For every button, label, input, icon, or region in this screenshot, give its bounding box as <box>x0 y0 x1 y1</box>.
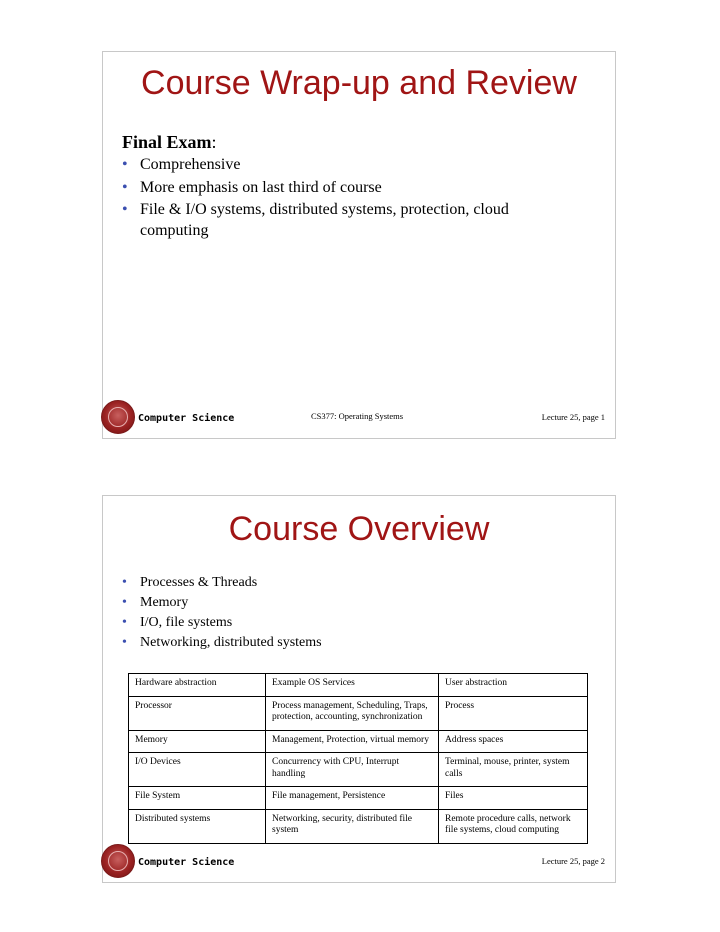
bullet-item <box>122 178 562 199</box>
os-services-table <box>128 673 588 844</box>
bullet-icon: • <box>122 575 127 590</box>
table-cell: Process <box>439 696 588 730</box>
university-seal-icon <box>101 844 135 878</box>
table-cell: User abstraction <box>439 674 588 697</box>
bullet-text: Networking, distributed systems <box>140 635 322 650</box>
final-exam-heading <box>122 132 217 153</box>
table-cell: I/O Devices <box>129 753 266 787</box>
bullet-icon: • <box>122 201 128 218</box>
bullet-item <box>122 614 562 631</box>
table-cell: Management, Protection, virtual memory <box>266 730 439 753</box>
course-label: CS377: Operating Systems <box>311 411 404 421</box>
bullet-icon: • <box>122 156 128 173</box>
table-cell: Example OS Services <box>266 674 439 697</box>
bullet-text: Comprehensive <box>140 156 241 173</box>
table-row <box>129 809 588 843</box>
table-row <box>129 787 588 810</box>
department-label: Computer Science <box>138 857 235 868</box>
table-row <box>129 674 588 697</box>
bullet-item <box>122 155 562 176</box>
bullet-icon: • <box>122 595 127 610</box>
slide-title: Course Overview <box>228 510 490 548</box>
department-label: Computer Science <box>138 413 235 424</box>
page-number: Lecture 25, page 2 <box>541 856 605 866</box>
table-cell: Concurrency with CPU, Interrupt handling <box>266 753 439 787</box>
heading-bold: Final Exam <box>122 132 212 152</box>
table-row <box>129 753 588 787</box>
slide-footer <box>103 842 615 882</box>
table-cell: Terminal, mouse, printer, system calls <box>439 753 588 787</box>
bullet-text: More emphasis on last third of course <box>140 178 382 196</box>
bullet-list <box>122 155 562 243</box>
table-cell: Networking, security, distributed file system <box>266 809 439 843</box>
bullet-icon: • <box>122 615 127 630</box>
bullet-item <box>122 574 562 591</box>
university-seal-icon <box>101 400 135 434</box>
bullet-icon: • <box>122 178 128 196</box>
slide-title: Course Wrap-up and Review <box>141 64 577 102</box>
table-cell: File System <box>129 787 266 810</box>
table-row <box>129 696 588 730</box>
bullet-item <box>122 200 562 241</box>
bullet-text: File & I/O systems, distributed systems, protection, cloud computing <box>140 201 509 239</box>
slide-1 <box>102 51 616 439</box>
bullet-list <box>122 574 562 654</box>
table-cell: Hardware abstraction <box>129 674 266 697</box>
table-cell: Files <box>439 787 588 810</box>
table-cell: Processor <box>129 696 266 730</box>
bullet-text: I/O, file systems <box>140 615 233 630</box>
bullet-item <box>122 594 562 611</box>
bullet-item <box>122 634 562 651</box>
bullet-text: Memory <box>140 595 189 610</box>
bullet-text: Processes & Threads <box>140 575 258 590</box>
bullet-icon: • <box>122 635 127 650</box>
heading-colon: : <box>211 132 217 152</box>
slide-footer <box>103 398 615 438</box>
table-cell: Address spaces <box>439 730 588 753</box>
table-cell: Process management, Scheduling, Traps, protection, accounting, synchronization <box>266 696 439 730</box>
table-row <box>129 730 588 753</box>
table-cell: Memory <box>129 730 266 753</box>
table-cell: File management, Persistence <box>266 787 439 810</box>
page-number: Lecture 25, page 1 <box>541 412 605 422</box>
slide-2 <box>102 495 616 883</box>
table-cell: Remote procedure calls, network file systems, cloud computing <box>439 809 588 843</box>
table-cell: Distributed systems <box>129 809 266 843</box>
